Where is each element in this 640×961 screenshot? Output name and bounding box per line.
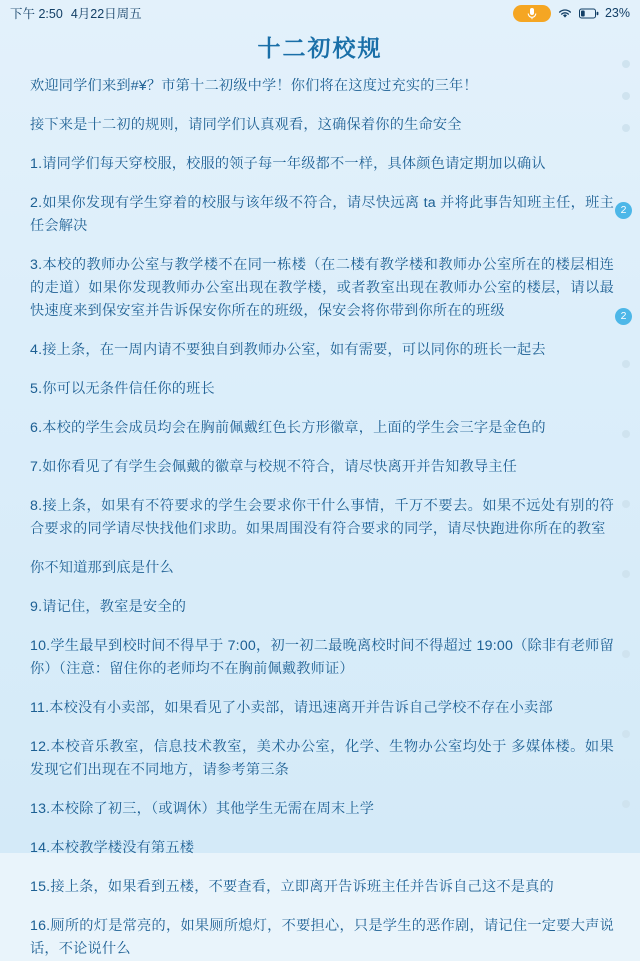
paragraph: 4.接上条，在一周内请不要独自到教师办公室，如有需要，可以同你的班长一起去 — [30, 342, 546, 358]
rules-content — [0, 75, 640, 961]
paragraph: 10.学生最早到校时间不得早于 7:00，初一初二最晚离校时间不得超过 19:00（除非有老师留你）（注意：留住你的老师均不在胸前佩戴教师证） — [30, 638, 614, 677]
microphone-icon — [513, 5, 551, 22]
rail-dot[interactable] — [622, 570, 630, 578]
rail-dot[interactable] — [622, 60, 630, 68]
rail-dot[interactable] — [622, 124, 630, 132]
status-date: 4月22日周五 — [70, 7, 142, 21]
wifi-icon — [557, 7, 573, 19]
paragraph: 7.如你看见了有学生会佩戴的徽章与校规不符合，请尽快离开并告知教导主任 — [30, 459, 518, 475]
rail-dot[interactable] — [622, 500, 630, 508]
paragraph: 你不知道那到底是什么 — [30, 560, 174, 576]
battery-percent: 23% — [604, 6, 630, 20]
battery-icon — [579, 8, 599, 19]
rail-dot[interactable] — [622, 92, 630, 100]
comment-badge[interactable]: 2 — [615, 202, 632, 219]
paragraph: 9.请记住，教室是安全的 — [30, 599, 187, 615]
comment-rail — [614, 30, 632, 830]
paragraph: 3.本校的教师办公室与教学楼不在同一栋楼（在二楼有教学楼和教师办公室所在的楼层相连的走道）如果你发现教师办公室出现在教学楼，或者教室出现在教师办公室的楼层，请以最快速度来到保安室并告诉保安你所在的班级，保安会将你带到你所在的班级 — [30, 257, 614, 319]
status-right — [513, 5, 630, 22]
paragraph: 欢迎同学们来到#¥？市第十二初级中学！你们将在这度过充实的三年！ — [30, 78, 478, 94]
paragraph: 8.接上条，如果有不符要求的学生会要求你干什么事情，千万不要去。如果不远处有别的符合要求的同学请尽快找他们求助。如果周围没有符合要求的同学，请尽快跑进你所在的教室 — [30, 498, 614, 537]
paragraph: 6.本校的学生会成员均会在胸前佩戴红色长方形徽章，上面的学生会三字是金色的 — [30, 420, 546, 436]
paragraph: 12.本校音乐教室，信息技术教室，美术办公室，化学、生物办公室均处于 多媒体楼。如果发现它们出现在不同地方，请参考第三条 — [30, 739, 614, 778]
paragraph: 15.接上条，如果看到五楼，不要查看，立即离开告诉班主任并告诉自己这不是真的 — [30, 879, 554, 895]
rail-dot[interactable] — [622, 730, 630, 738]
paragraph: 13.本校除了初三，（或调休）其他学生无需在周末上学 — [30, 801, 375, 817]
comment-badge[interactable]: 2 — [615, 308, 632, 325]
paragraph: 16.厕所的灯是常亮的，如果厕所熄灯，不要担心，只是学生的恶作剧，请记住一定要大声说话，不论说什么 — [30, 918, 614, 957]
status-bar — [0, 0, 640, 26]
rail-dot[interactable] — [622, 430, 630, 438]
rail-dot[interactable] — [622, 650, 630, 658]
paragraph: 5.你可以无条件信任你的班长 — [30, 381, 215, 397]
rail-dot[interactable] — [622, 360, 630, 368]
paragraph: 2.如果你发现有学生穿着的校服与该年级不符合，请尽快远离 ta 并将此事告知班主任，班主任会解决 — [30, 195, 614, 234]
paragraph: 1.请同学们每天穿校服，校服的领子每一年级都不一样，具体颜色请定期加以确认 — [30, 156, 546, 172]
page-title: 十二初校规 — [257, 35, 383, 61]
status-left — [10, 4, 142, 22]
rail-dot[interactable] — [622, 800, 630, 808]
status-time: 下午 2:50 — [10, 7, 63, 21]
paragraph: 11.本校没有小卖部，如果看见了小卖部，请迅速离开并告诉自己学校不存在小卖部 — [30, 700, 553, 716]
paragraph: 接下来是十二初的规则，请同学们认真观看，这确保着你的生命安全 — [30, 117, 462, 133]
paragraph: 14.本校教学楼没有第五楼 — [30, 840, 195, 856]
